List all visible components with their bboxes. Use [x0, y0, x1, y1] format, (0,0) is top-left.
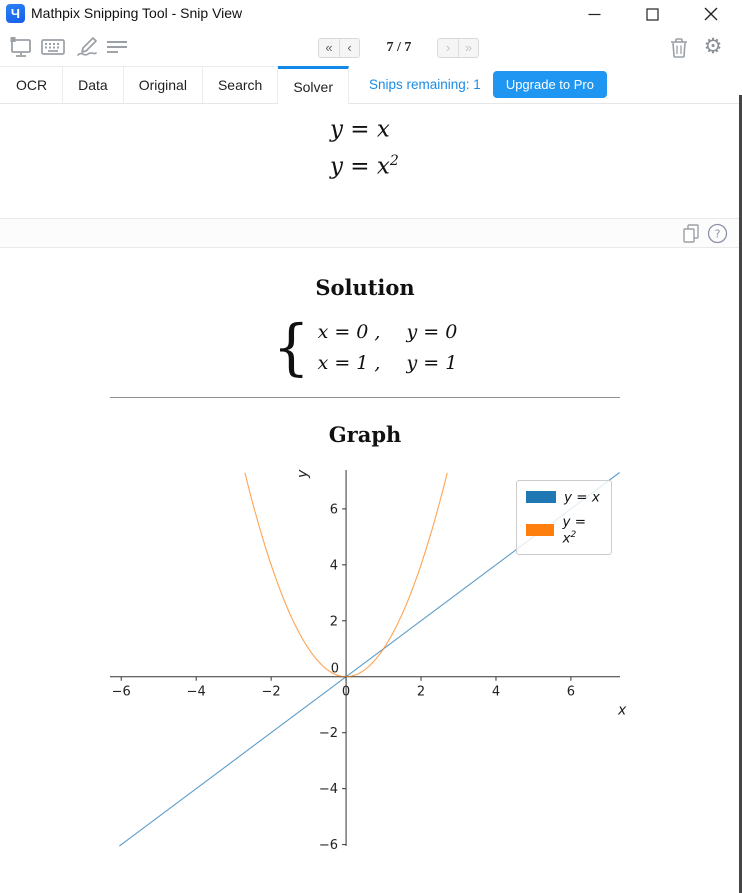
last-snip-button[interactable]: »	[458, 39, 478, 57]
y-tick-label: −6	[318, 838, 339, 854]
y-tick-label: 0	[330, 661, 340, 677]
gear-icon: ⚙	[703, 35, 723, 58]
x-tick-label: 6	[566, 684, 576, 700]
copy-button[interactable]	[680, 223, 702, 245]
legend-entry-yx2: $y = x^2$	[526, 514, 602, 547]
screen-snip-icon	[9, 35, 33, 59]
section-divider	[110, 397, 620, 398]
lines-icon	[105, 35, 129, 59]
help-button[interactable]	[706, 223, 728, 245]
nav-forward-group	[437, 38, 479, 58]
toolbar	[0, 28, 742, 66]
action-band	[0, 218, 742, 248]
maximize-icon	[646, 8, 659, 21]
x-tick-label: −4	[186, 684, 206, 700]
solution-row-1: x = 0 , y = 0	[317, 320, 458, 343]
previous-snip-button[interactable]: ‹	[339, 39, 359, 57]
solution-heading: Solution	[315, 275, 415, 300]
title-bar	[0, 0, 742, 28]
svg-text:?: ?	[714, 227, 720, 241]
screen-snip-button[interactable]	[8, 35, 34, 59]
tab-data[interactable]: Data	[63, 66, 124, 103]
settings-button[interactable]	[700, 34, 726, 58]
maximize-button[interactable]	[630, 0, 674, 28]
close-icon	[704, 7, 718, 21]
legend-swatch-orange	[526, 524, 554, 536]
y-tick-label: 6	[329, 502, 339, 518]
pen-icon	[75, 35, 99, 59]
snips-remaining-label: Snips remaining: 1	[369, 77, 481, 92]
tab-solver[interactable]: Solver	[278, 66, 349, 104]
mathpix-logo-icon: Ч	[6, 4, 25, 23]
solution-system	[0, 312, 730, 382]
x-axis-label: x	[618, 702, 627, 719]
keyboard-icon	[40, 35, 66, 59]
y-axis-label: y	[295, 469, 312, 478]
tab-bar	[0, 66, 742, 104]
copy-icon	[682, 223, 700, 243]
y-tick-label: 2	[329, 614, 339, 630]
x-tick-label: −2	[261, 684, 281, 700]
x-tick-label: 4	[491, 684, 501, 700]
window-title: Mathpix Snipping Tool - Snip View	[31, 5, 243, 21]
promo-area	[369, 66, 607, 103]
help-icon	[707, 223, 728, 244]
first-snip-button[interactable]: «	[319, 39, 339, 57]
equation-2: $y = x^2$	[330, 153, 399, 180]
legend-swatch-blue	[526, 491, 556, 503]
keyboard-input-button[interactable]	[40, 35, 66, 59]
system-brace: {	[272, 311, 310, 383]
graph-heading: Graph	[328, 422, 402, 447]
trash-icon	[669, 37, 689, 58]
nav-back-group	[318, 38, 360, 58]
x-tick-label: 2	[416, 684, 426, 700]
y-tick-label: 4	[329, 558, 339, 574]
tab-original[interactable]: Original	[124, 66, 203, 103]
solution-row-2: x = 1 , y = 1	[317, 351, 458, 374]
upgrade-to-pro-button[interactable]: Upgrade to Pro	[493, 71, 607, 98]
equation-1: y = x	[330, 116, 390, 143]
next-snip-button[interactable]: ›	[438, 39, 458, 57]
draw-pen-button[interactable]	[74, 35, 100, 59]
y-tick-label: −2	[318, 726, 339, 742]
recognized-equations	[330, 106, 399, 180]
x-tick-label: −6	[111, 684, 131, 700]
chart-legend	[516, 480, 612, 555]
lines-list-button[interactable]	[104, 35, 130, 59]
tab-search[interactable]: Search	[203, 66, 278, 103]
tab-ocr[interactable]: OCR	[0, 66, 63, 103]
close-button[interactable]	[689, 0, 733, 28]
minimize-icon	[588, 8, 601, 21]
y-tick-label: −4	[318, 782, 339, 798]
delete-snip-button[interactable]	[666, 37, 692, 61]
legend-entry-yx: y = x	[526, 489, 602, 506]
minimize-button[interactable]	[572, 0, 616, 28]
x-tick-label: 0	[341, 684, 351, 700]
snip-page-indicator: 7 / 7	[386, 40, 412, 55]
